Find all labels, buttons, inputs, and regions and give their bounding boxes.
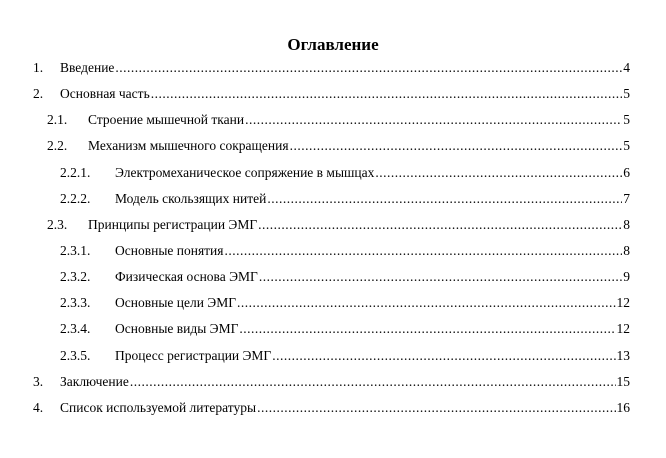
toc-entry-text: Механизм мышечного сокращения	[88, 138, 289, 154]
toc-dot-leader	[225, 240, 623, 262]
toc-dot-leader	[237, 292, 615, 314]
toc-entry[interactable]	[0, 57, 666, 83]
toc-entry-text: Основная часть	[60, 86, 150, 102]
toc-entry-page: 15	[616, 373, 630, 389]
toc-entry-text: Принципы регистрации ЭМГ	[88, 216, 258, 232]
toc-entry[interactable]	[0, 240, 666, 266]
toc-entry-text: Заключение	[60, 373, 129, 389]
toc-entry-page: 16	[616, 399, 630, 415]
toc-dot-leader	[290, 135, 623, 157]
toc-entry-number: 3.	[33, 373, 44, 389]
toc-dot-leader	[257, 397, 615, 419]
toc-entry-text: Модель скользящих нитей	[115, 190, 267, 206]
toc-dot-leader	[258, 214, 622, 236]
toc-entry-number: 1.	[33, 60, 44, 75]
toc-entry-text: Основные понятия	[115, 242, 224, 258]
toc-entry-page: 12	[616, 295, 630, 311]
toc-entry[interactable]	[0, 109, 666, 135]
toc-entry-page: 8	[623, 216, 630, 232]
toc-entry-number: 4.	[33, 399, 44, 415]
toc-entry-number: 2.	[33, 86, 44, 102]
toc-entry[interactable]	[0, 162, 666, 188]
toc-entry-page: 12	[616, 321, 630, 337]
toc-list	[0, 57, 666, 423]
toc-entry[interactable]	[0, 83, 666, 109]
toc-entry-number: 2.3.	[47, 216, 68, 232]
toc-dot-leader	[272, 345, 615, 367]
toc-entry-page: 6	[623, 164, 630, 180]
toc-entry-page: 13	[616, 347, 630, 363]
toc-dot-leader	[115, 57, 622, 79]
toc-entry-text: Список используемой литературы	[60, 399, 257, 415]
toc-entry[interactable]	[0, 266, 666, 292]
toc-entry[interactable]	[0, 397, 666, 423]
toc-dot-leader	[375, 162, 622, 184]
toc-entry[interactable]	[0, 292, 666, 318]
toc-entry[interactable]	[0, 214, 666, 240]
toc-entry-text: Основные цели ЭМГ	[115, 295, 237, 311]
toc-entry-number: 2.2.	[47, 138, 68, 154]
toc-entry-text: Процесс регистрации ЭМГ	[115, 347, 272, 363]
toc-entry[interactable]	[0, 345, 666, 371]
toc-entry-page: 4	[623, 60, 630, 75]
toc-title: Оглавление	[287, 35, 379, 54]
toc-entry-page: 5	[623, 86, 630, 102]
toc-dot-leader	[267, 188, 622, 210]
toc-entry-number: 2.3.4.	[60, 321, 91, 337]
toc-entry[interactable]	[0, 371, 666, 397]
toc-entry-number: 2.3.1.	[60, 242, 91, 258]
toc-dot-leader	[259, 266, 622, 288]
toc-dot-leader	[245, 109, 622, 131]
toc-dot-leader	[151, 83, 623, 105]
toc-entry[interactable]	[0, 188, 666, 214]
toc-entry-page: 8	[623, 242, 630, 258]
toc-dot-leader	[239, 318, 615, 340]
toc-entry-text: Электромеханическое сопряжение в мышцах	[115, 164, 375, 180]
toc-entry-number: 2.3.2.	[60, 269, 91, 285]
toc-entry-text: Физическая основа ЭМГ	[115, 269, 258, 285]
toc-entry-number: 2.2.1.	[60, 164, 91, 180]
toc-dot-leader	[130, 371, 616, 393]
toc-entry-page: 5	[623, 138, 630, 154]
toc-entry-number: 2.2.2.	[60, 190, 91, 206]
toc-entry-page: 5	[623, 112, 630, 128]
toc-entry-text: Строение мышечной ткани	[88, 112, 245, 128]
toc-entry[interactable]	[0, 135, 666, 161]
toc-entry-page: 7	[623, 190, 630, 206]
toc-entry-text: Основные виды ЭМГ	[115, 321, 239, 337]
toc-entry-number: 2.1.	[47, 112, 68, 128]
toc-entry-number: 2.3.5.	[60, 347, 91, 363]
toc-entry[interactable]	[0, 318, 666, 344]
toc-entry-number: 2.3.3.	[60, 295, 91, 311]
toc-entry-text: Введение	[60, 60, 115, 75]
toc-entry-page: 9	[623, 269, 630, 285]
